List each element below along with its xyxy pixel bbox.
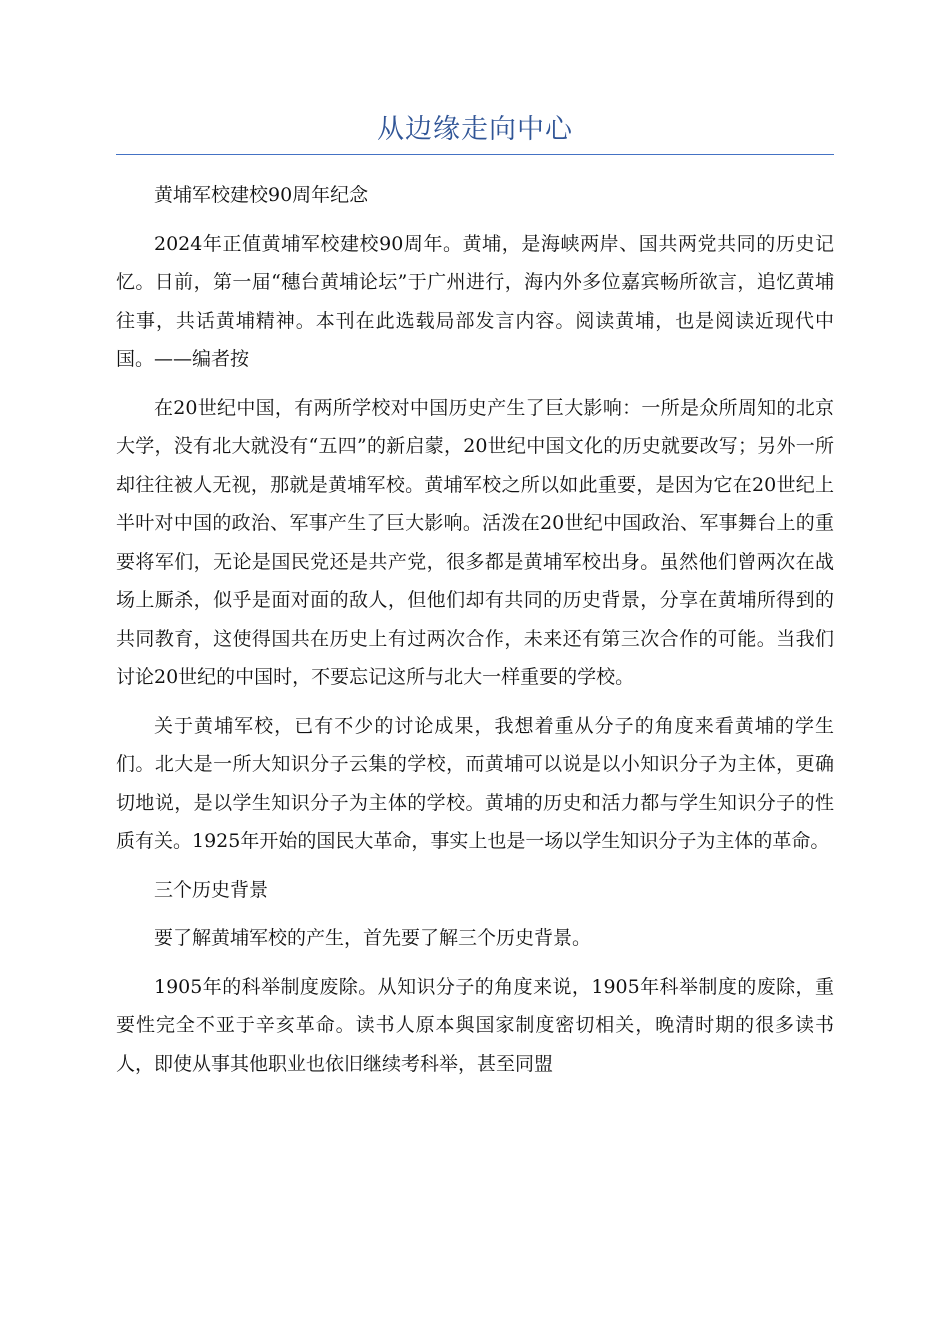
editor-note-paragraph: 2024年正值黄埔军校建校90周年。黄埔，是海峡两岸、国共两党共同的历史记忆。日前，第一届“穗台黄埔论坛”于广州进行，海内外多位嘉宾畅所欲言，追忆黄埔往事，共话黄埔精神。本刊在此选载局部发言内容。阅读黄埔，也是阅读近现代中国。——编者按 <box>116 232 834 370</box>
subtitle-paragraph: 黄埔军校建校90周年纪念 <box>154 184 369 206</box>
section-heading: 三个历史背景 <box>154 878 269 901</box>
body-paragraph: 要了解黄埔军校的产生，首先要了解三个历史背景。 <box>154 927 592 949</box>
body-paragraph: 关于黄埔军校，已有不少的讨论成果，我想着重从分子的角度来看黄埔的学生们。北大是一所大知识分子云集的学校，而黄埔可以说是以小知识分子为主体，更确切地说，是以学生知识分子为主体的学校。黄埔的历史和活力都与学生知识分子的性质有关。1925年开始的国民大革命，事实上也是一场以学生知识分子为主体的革命。 <box>116 714 834 852</box>
page-title: 从边缘走向中心 <box>377 114 573 145</box>
title-divider <box>116 154 834 155</box>
article-body <box>116 176 834 1093</box>
body-paragraph: 1905年的科举制度废除。从知识分子的角度来说，1905年科举制度的废除，重要性完全不亚于辛亥革命。读书人原本與国家制度密切相关，晚清时期的很多读书人，即使从事其他职业也依旧继续考科举，甚至同盟 <box>116 975 834 1075</box>
body-paragraph: 在20世纪中国，有两所学校对中国历史产生了巨大影响：一所是众所周知的北京大学，没有北大就没有“五四”的新启蒙，20世纪中国文化的历史就要改写；另外一所却往往被人无视，那就是黄埔军校。黄埔军校之所以如此重要，是因为它在20世纪上半叶对中国的政治、军事产生了巨大影响。活泼在20世纪中国政治、军事舞台上的重要将军们，无论是国民党还是共产党，很多都是黄埔军校出身。虽然他们曾两次在战场上厮杀，似乎是面对面的敌人，但他们却有共同的历史背景，分享在黄埔所得到的共同教育，这使得国共在历史上有过两次合作，未来还有第三次合作的可能。当我们讨论20世纪的中国时，不要忘记这所与北大一样重要的学校。 <box>116 396 834 688</box>
